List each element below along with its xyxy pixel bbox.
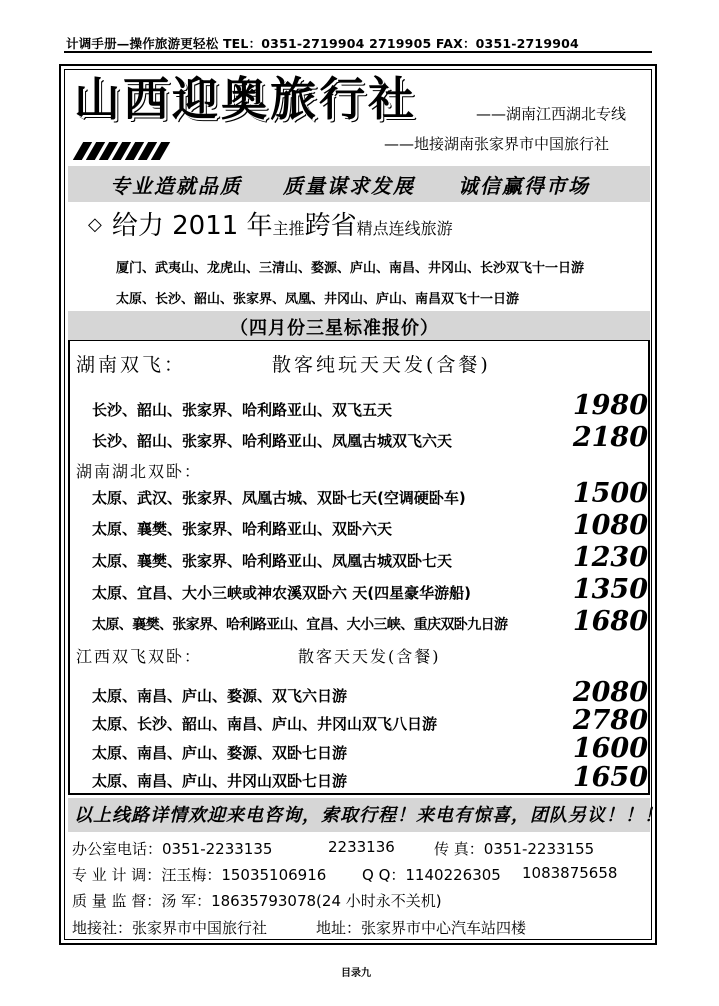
slogan-integrity: 诚信赢得市场 — [458, 174, 590, 198]
route-price: 1230 — [572, 542, 648, 573]
route-price: 2780 — [572, 705, 648, 736]
address-label: 地址： — [316, 919, 362, 937]
decorative-stripes — [78, 142, 176, 160]
diamond-icon: ◇ — [88, 214, 102, 235]
section-hunan-note: 散客纯玩天天发(含餐) — [272, 354, 491, 376]
headline-part1: 给力 2011 年 — [111, 211, 273, 241]
headline-part4: 精点连线旅游 — [356, 219, 453, 238]
office-phone-1: 0351-2233135 — [162, 840, 273, 858]
headline-part2: 主推 — [272, 219, 305, 238]
fax-label: 传 真： — [434, 840, 484, 858]
intro-route-1: 厦门、武夷山、龙虎山、三清山、婺源、庐山、南昌、井冈山、长沙双飞十一日游 — [116, 261, 585, 276]
subtitle-routes: ——湖南江西湖北专线 — [476, 105, 627, 123]
section-hunan-hubei-sleeper: 湖南湖北双卧： — [76, 462, 203, 481]
agency-label: 地接社： — [72, 919, 133, 937]
route-price: 1350 — [572, 574, 648, 605]
price-table-title: （四月份三星标准报价） — [230, 318, 439, 339]
intro-route-2: 太原、长沙、韶山、张家界、凤凰、井冈山、庐山、南昌双飞十一日游 — [116, 292, 520, 307]
route-row: 太原、长沙、韶山、南昌、庐山、井冈山双飞八日游 — [92, 715, 438, 733]
route-price: 2080 — [572, 677, 648, 708]
route-price: 1600 — [572, 733, 648, 764]
route-price: 1500 — [572, 478, 648, 509]
headline-part3: 跨省 — [304, 211, 357, 241]
route-row: 长沙、韶山、张家界、哈利路亚山、双飞五天 — [92, 401, 393, 419]
route-row: 太原、襄樊、张家界、哈利路亚山、双卧六天 — [92, 520, 393, 538]
route-price: 1650 — [572, 762, 648, 793]
contact-qq — [362, 864, 501, 885]
section-jiangxi-note: 散客天天发(含餐) — [298, 647, 441, 666]
agency-value: 张家界市中国旅行社 — [132, 919, 268, 937]
planner-label: 专 业 计 调： — [72, 866, 162, 884]
header-contact-line: 计调手册—操作旅游更轻松 TEL：0351-2719904 2719905 FAX：0351-2719904 — [66, 36, 579, 51]
address-value: 张家界市中心汽车站四楼 — [361, 919, 527, 937]
route-price: 1080 — [572, 510, 648, 541]
route-row: 太原、南昌、庐山、婺源、双飞六日游 — [92, 687, 348, 705]
route-price: 1680 — [572, 606, 648, 637]
contact-qc — [72, 890, 442, 911]
route-row: 太原、南昌、庐山、婺源、双卧七日游 — [92, 744, 348, 762]
planner-value: 汪玉梅：15035106916 — [161, 866, 327, 884]
subtitle-partner: ——地接湖南张家界市中国旅行社 — [384, 135, 610, 153]
fax-number: 0351-2233155 — [483, 840, 595, 858]
section-hunan-flight: 湖南双飞： — [76, 354, 187, 376]
route-row: 太原、南昌、庐山、井冈山双卧七日游 — [92, 772, 348, 790]
route-row: 太原、襄樊、张家界、哈利路亚山、宜昌、大小三峡、重庆双卧九日游 — [92, 617, 508, 633]
office-label: 办公室电话： — [72, 840, 163, 858]
contact-agency — [72, 917, 267, 938]
contact-address — [316, 917, 526, 938]
contact-office — [72, 838, 272, 859]
qc-label: 质 量 监 督： — [72, 892, 162, 910]
route-row: 太原、襄樊、张家界、哈利路亚山、凤凰古城双卧七天 — [92, 552, 453, 570]
page-footer: 目录九 — [341, 968, 371, 979]
notice-text: 以上线路详情欢迎来电咨询，索取行程！来电有惊喜，团队另议！！！ — [74, 805, 663, 826]
route-row: 太原、武汉、张家界、凤凰古城、双卧七天(空调硬卧车) — [92, 489, 466, 507]
section-jiangxi: 江西双飞双卧： — [76, 647, 203, 666]
route-price: 2180 — [572, 422, 648, 453]
headline — [88, 205, 453, 242]
office-phone-2: 2233136 — [328, 838, 395, 856]
slogan-quality: 专业造就品质 — [110, 174, 242, 198]
route-row: 长沙、韶山、张家界、哈利路亚山、凤凰古城双飞六天 — [92, 432, 453, 450]
agency-logo: 山西迎奥旅行社 — [74, 72, 417, 126]
route-row: 太原、宜昌、大小三峡或神农溪双卧六 天(四星豪华游船) — [92, 584, 471, 602]
qc-value: 汤 军：18635793078(24 小时永不关机) — [161, 892, 442, 910]
contact-fax — [434, 838, 594, 859]
qq-number-1: 1140226305 — [405, 866, 501, 884]
route-price: 1980 — [572, 390, 648, 421]
header-rule — [64, 51, 652, 53]
qq-number-2: 1083875658 — [522, 864, 618, 882]
qq-label: Q Q： — [362, 866, 406, 884]
slogan-development: 质量谋求发展 — [283, 174, 415, 198]
contact-planner — [72, 864, 326, 885]
